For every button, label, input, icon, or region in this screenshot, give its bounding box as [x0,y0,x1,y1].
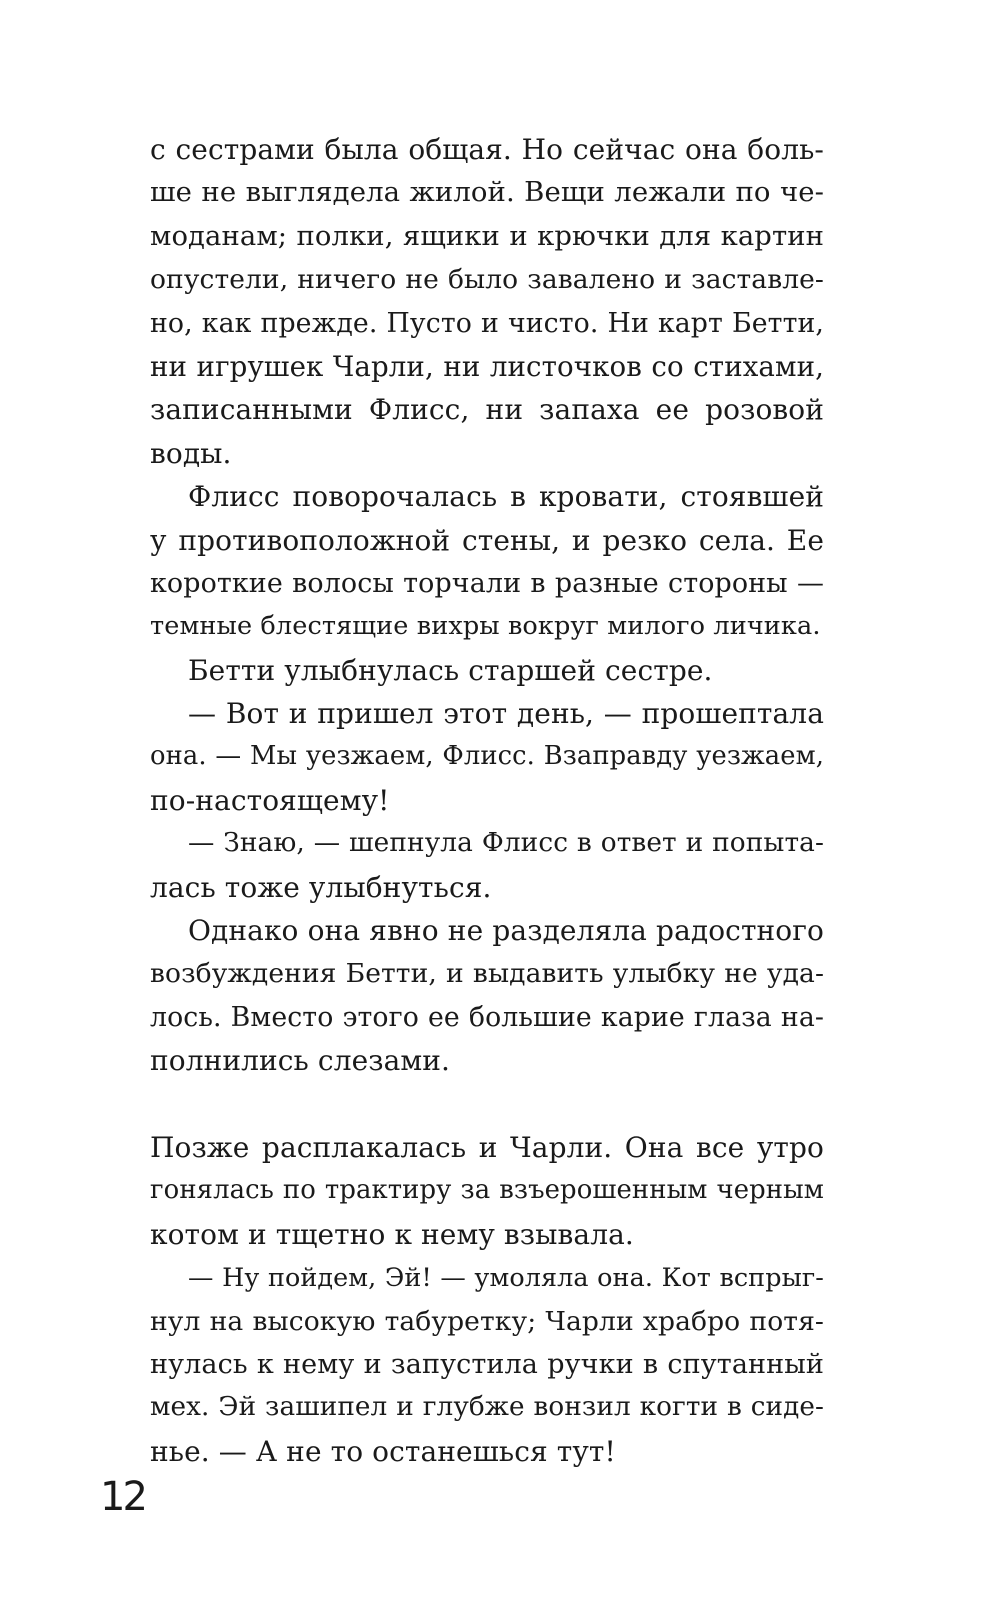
text-line: ни игрушек Чарли, ни листочков со стихами, [150,349,824,383]
text-line: с сестрами была общая. Но сейчас она боль- [150,133,824,166]
text-line: короткие волосы торчали в разные стороны — [150,567,824,599]
text-line: Однако она явно не разделяла радостного [188,914,824,948]
paragraph [150,475,824,649]
text-line: гонялась по трактиру за взъерошенным черным [150,1175,824,1206]
text-line: она. — Мы уезжаем, Флисс. Взаправду уезжаем, [150,741,824,772]
text-line: моданам; полки, ящики и крючки для картин [150,220,824,252]
text-line: воды. [150,436,232,470]
text-line: нулась к нему и запустила ручки в спутанный [150,1348,824,1380]
text-line: котом и тщетно к нему взывала. [150,1217,634,1251]
paragraph [150,1126,824,1256]
paragraph [150,909,824,1083]
text-line: лось. Вместо этого ее большие карие глаза на- [150,1001,824,1033]
book-page-body [150,128,824,1473]
text-line: опустели, ничего не было завалено и заставле- [150,264,824,296]
text-line: по-настоящему! [150,783,390,817]
text-line: возбуждения Бетти, и выдавить улыбку не уда- [150,958,824,990]
text-line: — Знаю, — шепнула Флисс в ответ и попыта- [188,828,824,859]
paragraph [150,1256,824,1473]
text-line: у противоположной стены, и резко села. Ее [150,523,824,557]
text-line: темные блестящие вихры вокруг милого личика. [150,611,821,642]
text-line: Флисс поворочалась в кровати, стоявшей [188,480,824,514]
text-line: мех. Эй зашипел и глубже вонзил когти в сиде- [150,1392,824,1423]
text-line: — Ну пойдем, Эй! — умоляла она. Кот вспрыг- [188,1262,824,1293]
text-line: полнились слезами. [150,1044,451,1078]
page-number: 12 [100,1474,145,1520]
paragraph [150,822,824,909]
paragraph [150,692,824,822]
text-line: Позже расплакалась и Чарли. Она все утро [150,1130,824,1164]
text-line: ше не выглядела жилой. Вещи лежали по че- [150,176,824,209]
text-line: но, как прежде. Пусто и чисто. Ни карт Бетти, [150,307,824,339]
section-break [150,1083,824,1126]
paragraph [150,128,824,475]
text-line: лась тоже улыбнуться. [150,870,492,904]
text-line: нье. — А не то останешься тут! [150,1434,616,1468]
paragraph [150,649,824,692]
text-line: — Вот и пришел этот день, — прошептала [188,697,824,731]
text-line: Бетти улыбнулась старшей сестре. [188,653,713,687]
text-line: нул на высокую табуретку; Чарли храбро потя- [150,1305,824,1337]
text-line: записанными Флисс, ни запаха ее розовой [150,393,824,427]
